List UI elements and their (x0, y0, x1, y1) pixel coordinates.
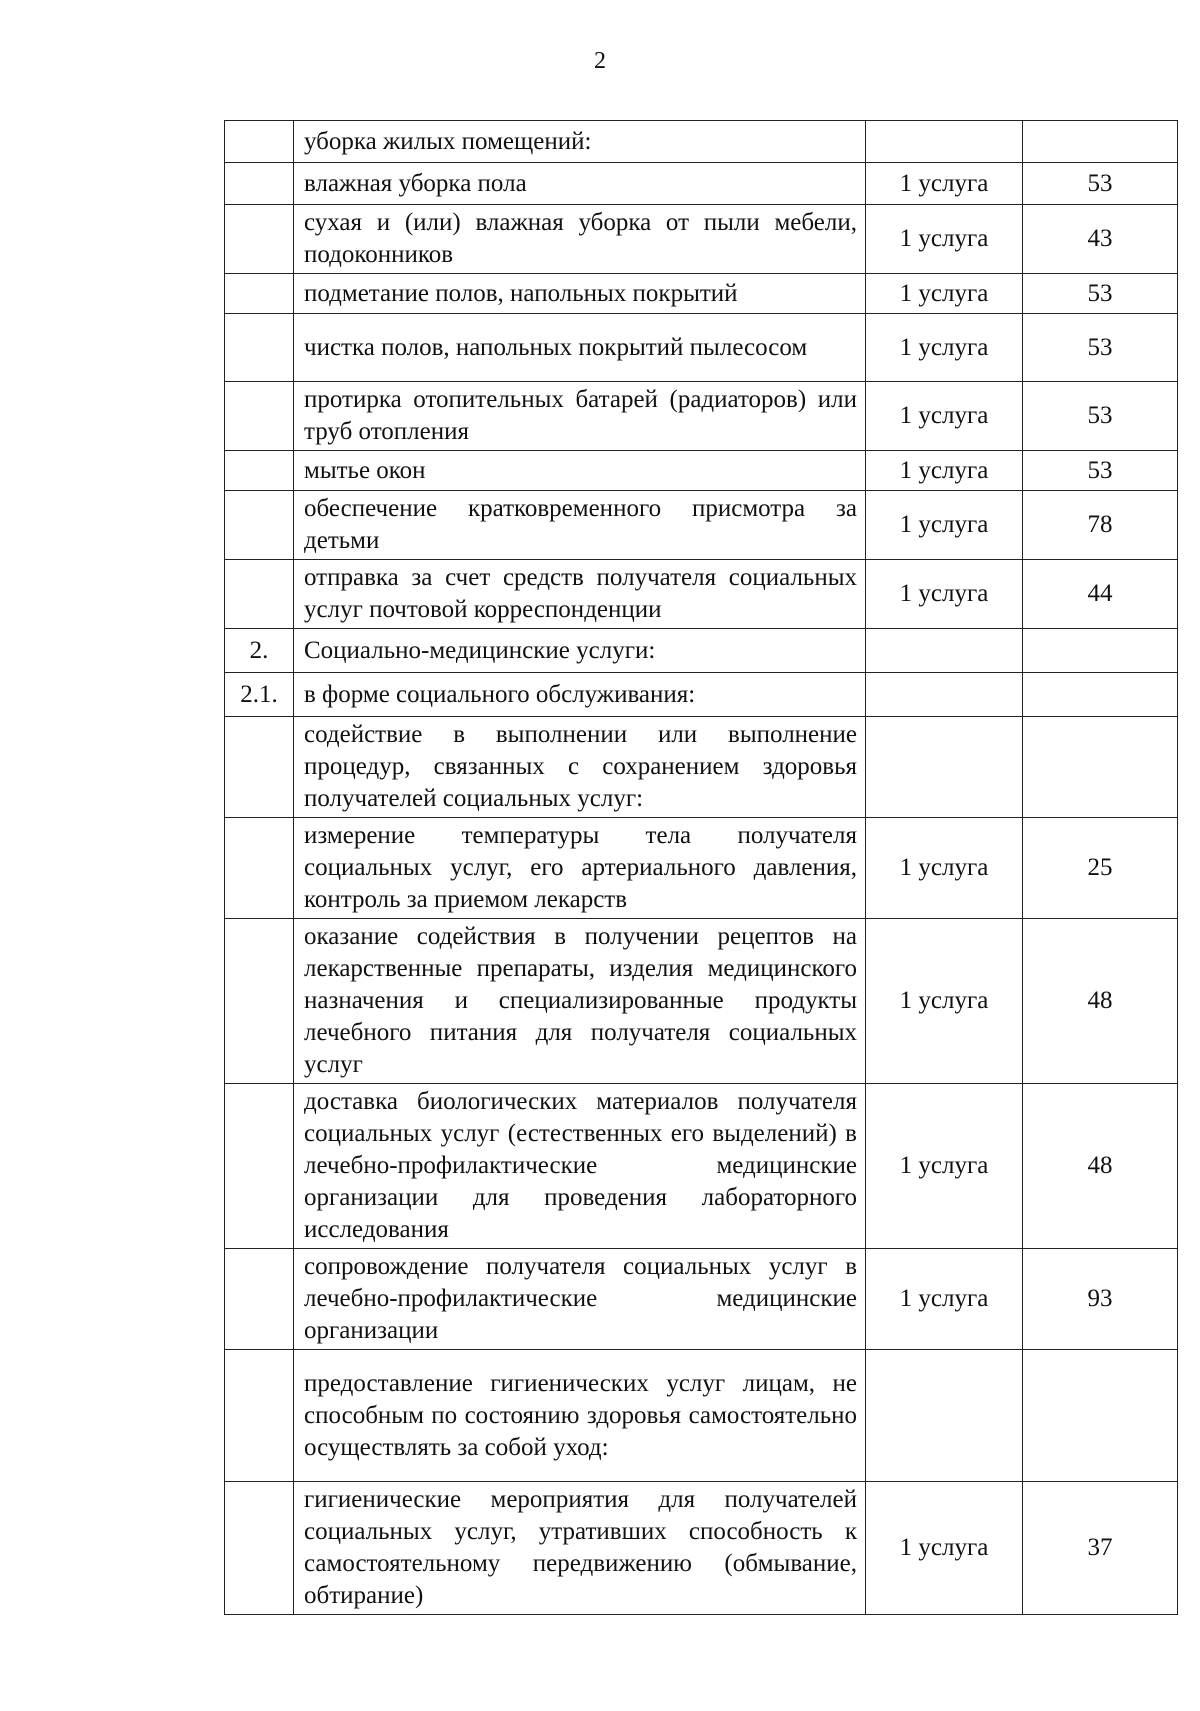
table-row (225, 1482, 1178, 1615)
service-unit (866, 717, 1023, 818)
services-table (224, 120, 1178, 1615)
service-unit: 1 услуга (866, 314, 1023, 382)
row-number: 2.1. (225, 673, 294, 717)
service-name: оказание содействия в получении рецептов на лекарственные препараты, изделия медицинского назначения и специализированные продукты лечебного питания для получателя социальных услуг (294, 919, 866, 1084)
table-row (225, 163, 1178, 205)
row-number (225, 717, 294, 818)
row-number (225, 121, 294, 163)
table-row (225, 1084, 1178, 1249)
table-row (225, 382, 1178, 451)
service-name: в форме социального обслуживания: (294, 673, 866, 717)
services-table-body (225, 121, 1178, 1615)
table-row (225, 205, 1178, 274)
service-name: предоставление гигиенических услуг лицам, не способным по состоянию здоровья самостоятельно осуществлять за собой уход: (294, 1350, 866, 1482)
table-row (225, 491, 1178, 560)
service-unit: 1 услуга (866, 491, 1023, 560)
service-name: обеспечение кратковременного присмотра за детьми (294, 491, 866, 560)
service-name: уборка жилых помещений: (294, 121, 866, 163)
service-name: сухая и (или) влажная уборка от пыли мебели, подоконников (294, 205, 866, 274)
service-unit: 1 услуга (866, 163, 1023, 205)
page-number: 2 (594, 48, 606, 74)
service-unit: 1 услуга (866, 274, 1023, 314)
service-price (1023, 121, 1178, 163)
service-price: 48 (1023, 919, 1178, 1084)
service-unit: 1 услуга (866, 451, 1023, 491)
service-price: 93 (1023, 1249, 1178, 1350)
service-price (1023, 673, 1178, 717)
row-number (225, 382, 294, 451)
service-name: Социально-медицинские услуги: (294, 629, 866, 673)
service-price: 53 (1023, 274, 1178, 314)
service-unit: 1 услуга (866, 382, 1023, 451)
service-price (1023, 1350, 1178, 1482)
service-price: 25 (1023, 818, 1178, 919)
service-price (1023, 629, 1178, 673)
service-name: мытье окон (294, 451, 866, 491)
table-row (225, 1350, 1178, 1482)
row-number (225, 451, 294, 491)
table-row (225, 560, 1178, 629)
service-price: 78 (1023, 491, 1178, 560)
service-name: измерение температуры тела получателя социальных услуг, его артериального давления, контроль за приемом лекарств (294, 818, 866, 919)
row-number (225, 560, 294, 629)
service-price: 53 (1023, 163, 1178, 205)
service-unit: 1 услуга (866, 1249, 1023, 1350)
service-name: доставка биологических материалов получателя социальных услуг (естественных его выделений) в лечебно-профилактические медицинские организации для проведения лабораторного исследования (294, 1084, 866, 1249)
table-row (225, 274, 1178, 314)
service-price: 53 (1023, 314, 1178, 382)
service-unit (866, 1350, 1023, 1482)
service-name: отправка за счет средств получателя социальных услуг почтовой корреспонденции (294, 560, 866, 629)
table-row (225, 919, 1178, 1084)
service-unit: 1 услуга (866, 560, 1023, 629)
service-unit: 1 услуга (866, 1084, 1023, 1249)
service-unit: 1 услуга (866, 818, 1023, 919)
row-number (225, 491, 294, 560)
service-unit: 1 услуга (866, 919, 1023, 1084)
service-price (1023, 717, 1178, 818)
service-price: 44 (1023, 560, 1178, 629)
row-number (225, 919, 294, 1084)
row-number (225, 314, 294, 382)
service-price: 37 (1023, 1482, 1178, 1615)
service-name: сопровождение получателя социальных услуг в лечебно-профилактические медицинские организации (294, 1249, 866, 1350)
service-price: 53 (1023, 451, 1178, 491)
row-number: 2. (225, 629, 294, 673)
service-name: чистка полов, напольных покрытий пылесосом (294, 314, 866, 382)
service-unit (866, 121, 1023, 163)
row-number (225, 274, 294, 314)
table-row (225, 1249, 1178, 1350)
table-row (225, 314, 1178, 382)
service-name: гигиенические мероприятия для получателей социальных услуг, утративших способность к самостоятельному передвижению (обмывание, обтирание) (294, 1482, 866, 1615)
row-number (225, 1350, 294, 1482)
service-unit: 1 услуга (866, 205, 1023, 274)
service-unit: 1 услуга (866, 1482, 1023, 1615)
row-number (225, 1249, 294, 1350)
row-number (225, 205, 294, 274)
service-price: 48 (1023, 1084, 1178, 1249)
table-row (225, 121, 1178, 163)
service-unit (866, 629, 1023, 673)
table-row (225, 673, 1178, 717)
table-row (225, 629, 1178, 673)
row-number (225, 163, 294, 205)
service-price: 43 (1023, 205, 1178, 274)
service-name: подметание полов, напольных покрытий (294, 274, 866, 314)
service-price: 53 (1023, 382, 1178, 451)
row-number (225, 1084, 294, 1249)
table-row (225, 818, 1178, 919)
row-number (225, 1482, 294, 1615)
table-row (225, 451, 1178, 491)
service-name: содействие в выполнении или выполнение процедур, связанных с сохранением здоровья получателей социальных услуг: (294, 717, 866, 818)
service-unit (866, 673, 1023, 717)
service-name: протирка отопительных батарей (радиаторов) или труб отопления (294, 382, 866, 451)
table-row (225, 717, 1178, 818)
row-number (225, 818, 294, 919)
service-name: влажная уборка пола (294, 163, 866, 205)
